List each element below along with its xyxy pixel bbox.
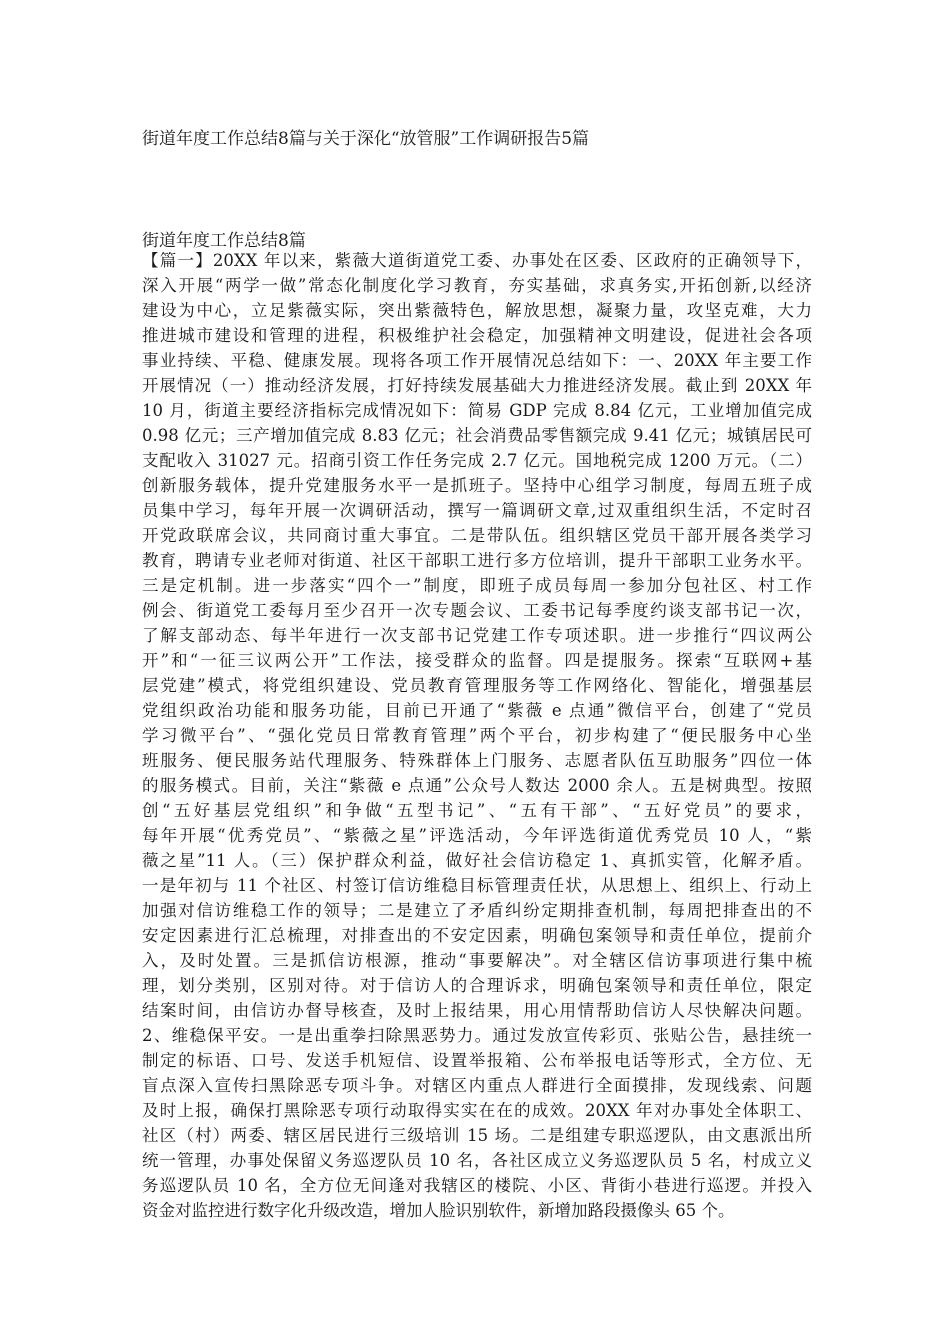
text-line: 事业持续、平稳、健康发展。现将各项工作开展情况总结如下：一、20XX 年主要工作 <box>142 351 812 370</box>
text-line: 0.98 亿元；三产增加值完成 8.83 亿元；社会消费品零售额完成 9.41 亿元；城镇居民可 <box>142 426 812 445</box>
text-line: 员集中学习，每年开展一次调研活动，撰写一篇调研文章,过双重组织生活，不定时召 <box>142 501 812 520</box>
text-line: 三是定机制。进一步落实“四个一”制度，即班子成员每周一参加分包社区、村工作 <box>142 576 812 595</box>
text-line: 资金对监控进行数字化升级改造，增加人脸识别软件，新增加路段摄像头 65 个。 <box>142 1201 735 1220</box>
body-paragraph <box>142 248 812 1223</box>
text-line: 理，划分类别，区别对待。对于信访人的合理诉求，明确包案领导和责任单位，限定 <box>142 976 812 995</box>
text-line: 【篇一】20XX 年以来，紫薇大道街道党工委、办事处在区委、区政府的正确领导下， <box>142 251 812 270</box>
section-heading: 街道年度工作总结8篇 <box>142 231 306 251</box>
text-line: 务巡逻队员 10 名，全方位无间逢对我辖区的楼院、小区、背街小巷进行巡逻。并投入 <box>142 1176 812 1195</box>
text-line: 班服务、便民服务站代理服务、特殊群体上门服务、志愿者队伍互助服务”四位一体 <box>142 751 812 770</box>
text-line: 10 月，街道主要经济指标完成情况如下：简易 GDP 完成 8.84 亿元，工业增加值完成 <box>142 401 812 420</box>
text-line: 教育，聘请专业老师对街道、社区干部职工进行多方位培训，提升干部职工业务水平。 <box>142 551 812 570</box>
text-line: 推进城市建设和管理的进程，积极维护社会稳定，加强精神文明建设，促进社会各项 <box>142 326 812 345</box>
document-title: 街道年度工作总结8篇与关于深化“放管服”工作调研报告5篇 <box>142 129 590 149</box>
text-line: 开展情况（一）推动经济发展，打好持续发展基础大力推进经济发展。截止到 20XX 年 <box>142 376 812 395</box>
text-line: 社区（村）两委、辖区居民进行三级培训 15 场。二是组建专职巡逻队，由文惠派出所 <box>142 1126 812 1145</box>
text-line: 开党政联席会议，共同商讨重大事宜。二是带队伍。组织辖区党员干部开展各类学习 <box>142 526 812 545</box>
text-line: 2、维稳保平安。一是出重拳扫除黑恶势力。通过发放宣传彩页、张贴公告，悬挂统一 <box>142 1026 812 1045</box>
text-line: 了解支部动态、每半年进行一次支部书记党建工作专项述职。进一步推行“四议两公 <box>142 626 812 645</box>
text-line: 薇之星”11 人。（三）保护群众利益，做好社会信访稳定 1、真抓实管，化解矛盾。 <box>142 851 812 870</box>
text-line: 结案时间，由信访办督导核查，及时上报结果，用心用情帮助信访人尽快解决问题。 <box>142 1001 812 1020</box>
text-line: 盲点深入宣传扫黑除恶专项斗争。对辖区内重点人群进行全面摸排，发现线索、问题 <box>142 1076 812 1095</box>
text-line: 入，及时处置。三是抓信访根源，推动“事要解决”。对全辖区信访事项进行集中梳 <box>142 951 812 970</box>
text-line: 及时上报，确保打黑除恶专项行动取得实实在在的成效。20XX 年对办事处全体职工、 <box>142 1101 812 1120</box>
text-line: 创新服务载体，提升党建服务水平一是抓班子。坚持中心组学习制度，每周五班子成 <box>142 476 812 495</box>
text-line: 加强对信访维稳工作的领导；二是建立了矛盾纠纷定期排查机制，每周把排查出的不 <box>142 901 812 920</box>
text-line: 支配收入 31027 元。招商引资工作任务完成 2.7 亿元。国地税完成 1200 万元。（二） <box>142 451 812 470</box>
text-line: 制定的标语、口号、发送手机短信、设置举报箱、公布举报电话等形式，全方位、无 <box>142 1051 812 1070</box>
text-line: 深入开展“两学一做”常态化制度化学习教育，夯实基础，求真务实,开拓创新,以经济 <box>142 276 812 295</box>
text-line: 层党建”模式，将党组织建设、党员教育管理服务等工作网络化、智能化，增强基层 <box>142 676 812 695</box>
text-line: 统一管理，办事处保留义务巡逻队员 10 名，各社区成立义务巡逻队员 5 名，村成立义 <box>142 1151 812 1170</box>
text-line: 安定因素进行汇总梳理，对排查出的不安定因素，明确包案领导和责任单位，提前介 <box>142 926 812 945</box>
text-line: 每年开展“优秀党员”、“紫薇之星”评选活动，今年评选街道优秀党员 10 人，“紫 <box>142 826 812 845</box>
text-line: 党组织政治功能和服务功能，目前已开通了“紫薇 e 点通”微信平台，创建了“党员 <box>142 701 812 720</box>
text-line: 的服务模式。目前，关注“紫薇 e 点通”公众号人数达 2000 余人。五是树典型。按照 <box>142 776 812 795</box>
text-line: 创“五好基层党组织”和争做“五型书记”、“五有干部”、“五好党员”的要求， <box>142 801 812 820</box>
text-line: 学习微平台”、“强化党员日常教育管理”两个平台，初步构建了“便民服务中心坐 <box>142 726 812 745</box>
text-line: 例会、街道党工委每月至少召开一次专题会议、工委书记每季度约谈支部书记一次， <box>142 601 812 620</box>
text-line: 一是年初与 11 个社区、村签订信访维稳目标管理责任状，从思想上、组织上、行动上 <box>142 876 812 895</box>
text-line: 建设为中心，立足紫薇实际，突出紫薇特色，解放思想，凝聚力量，攻坚克难，大力 <box>142 301 812 320</box>
text-line: 开”和“一征三议两公开”工作法，接受群众的监督。四是提服务。探索“互联网+基 <box>142 651 812 670</box>
